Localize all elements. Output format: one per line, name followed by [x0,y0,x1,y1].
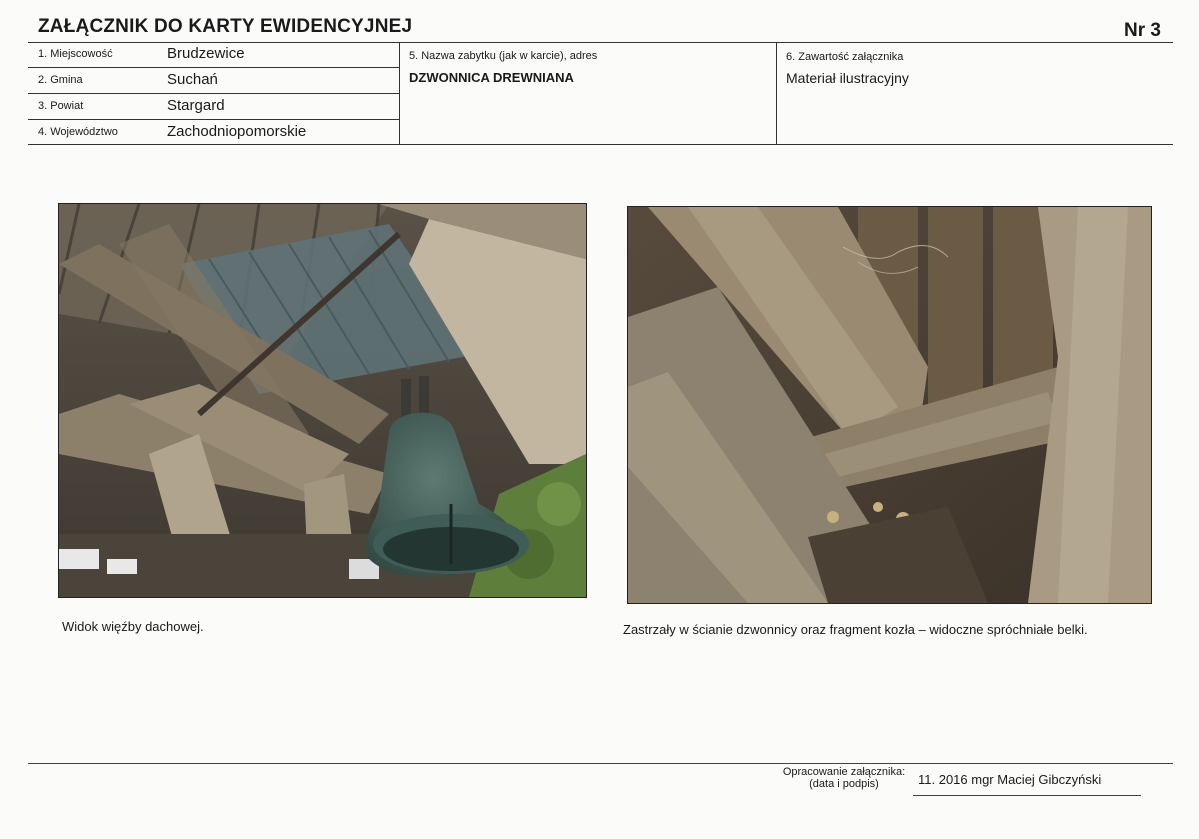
field-label-zawartosc: 6. Zawartość załącznika [786,51,904,63]
photo-roof-truss [58,203,587,598]
field-value-powiat: Stargard [167,97,225,114]
document-title: ZAŁĄCZNIK DO KARTY EWIDENCYJNEJ [38,16,413,37]
table-column-divider [399,43,400,144]
photo-caption-1: Widok więźby dachowej. [62,619,204,634]
bracing-beams-image [628,207,1151,603]
header-rule [28,42,1173,43]
table-row-divider [28,93,399,94]
photo-bracing-beams [627,206,1152,604]
signature-rule [913,795,1141,796]
field-label-gmina: 2. Gmina [38,74,83,86]
table-bottom-rule [28,144,1173,145]
prepared-by-value: 11. 2016 mgr Maciej Gibczyński [918,772,1102,787]
attachment-number: Nr 3 [1124,20,1161,41]
table-column-divider [776,43,777,144]
prepared-by-label [775,766,913,790]
field-value-miejscowosc: Brudzewice [167,45,245,62]
prepared-by-label-line1: Opracowanie załącznika: [782,766,906,778]
table-row-divider [28,67,399,68]
field-value-nazwa: DZWONNICA DREWNIANA [409,70,574,85]
field-label-wojewodztwo: 4. Województwo [38,126,118,138]
field-value-wojewodztwo: Zachodniopomorskie [167,123,307,140]
field-value-gmina: Suchań [167,71,218,88]
prepared-by-label-line2: (data i podpis) [809,778,879,790]
roof-truss-bell-image [59,204,586,597]
field-label-powiat: 3. Powiat [38,100,84,112]
field-label-miejscowosc: 1. Miejscowość [38,48,113,60]
table-row-divider [28,119,399,120]
footer-rule [28,763,1173,764]
photo-caption-2: Zastrzały w ścianie dzwonnicy oraz fragment kozła – widoczne spróchniałe belki. [623,622,1088,637]
field-value-zawartosc: Materiał ilustracyjny [786,70,909,86]
field-label-nazwa: 5. Nazwa zabytku (jak w karcie), adres [409,50,598,62]
